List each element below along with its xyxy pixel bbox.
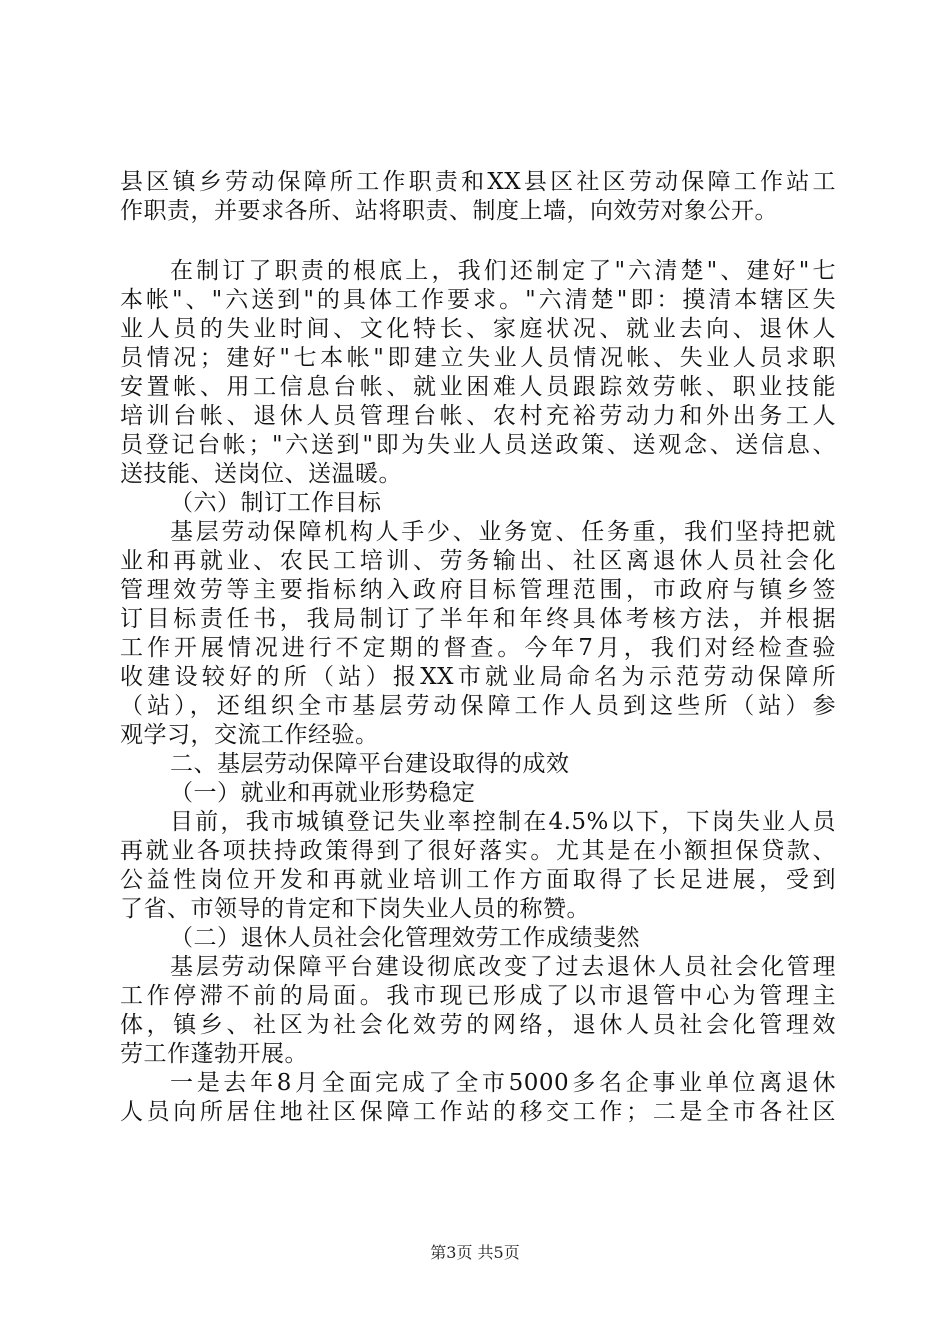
text-line: 观学习，交流工作经验。 <box>120 722 379 748</box>
text-line: 公益性岗位开发和再就业培训工作方面取得了长足进展，受到 <box>120 867 836 893</box>
text-line: 收建设较好的所（站）报XX市就业局命名为示范劳动保障所 <box>120 664 836 690</box>
text-line: 县区镇乡劳动保障所工作职责和XX县区社区劳动保障工作站工 <box>120 169 836 195</box>
text-line: （一）就业和再就业形势稳定 <box>170 780 476 806</box>
text-line: 劳工作蓬勃开展。 <box>120 1041 308 1067</box>
paragraph <box>120 168 836 226</box>
text-line: （六）制订工作目标 <box>170 490 382 516</box>
page-footer: 第3页 共5页 <box>430 1243 520 1262</box>
text-line: 体，镇乡、社区为社会化效劳的网络，退休人员社会化管理效 <box>120 1012 836 1038</box>
paragraph <box>120 257 836 489</box>
section-heading <box>120 750 836 779</box>
paragraph <box>120 1069 836 1127</box>
text-line: 工作开展情况进行不定期的督查。今年7月，我们对经检查验 <box>120 635 836 661</box>
section-heading <box>120 779 836 808</box>
text-line: 在制订了职责的根底上，我们还制定了"六清楚"、建好"七 <box>170 258 836 284</box>
text-line: 本帐"、"六送到"的具体工作要求。"六清楚"即：摸清本辖区失 <box>120 287 836 313</box>
paragraph <box>120 808 836 924</box>
text-line: 订目标责任书，我局制订了半年和年终具体考核方法，并根据 <box>120 606 836 632</box>
text-line: 了省、市领导的肯定和下岗失业人员的称赞。 <box>120 896 590 922</box>
text-line: 作职责，并要求各所、站将职责、制度上墙，向效劳对象公开。 <box>120 198 778 224</box>
text-line: 员情况；建好"七本帐"即建立失业人员情况帐、失业人员求职 <box>120 345 836 371</box>
text-line: （二）退休人员社会化管理效劳工作成绩斐然 <box>170 925 640 951</box>
text-line: 再就业各项扶持政策得到了很好落实。尤其是在小额担保贷款、 <box>120 838 836 864</box>
text-line: 业人员的失业时间、文化特长、家庭状况、就业去向、退休人 <box>120 316 836 342</box>
document-body <box>120 168 836 1127</box>
section-heading <box>120 924 836 953</box>
text-line: 员登记台帐；"六送到"即为失业人员送政策、送观念、送信息、 <box>120 432 836 458</box>
section-heading <box>120 489 836 518</box>
text-line: 培训台帐、退休人员管理台帐、农村充裕劳动力和外出务工人 <box>120 403 836 429</box>
text-line: 一是去年8月全面完成了全市5000多名企事业单位离退休 <box>170 1070 836 1096</box>
text-line: （站），还组织全市基层劳动保障工作人员到这些所（站）参 <box>120 693 836 719</box>
paragraph <box>120 953 836 1069</box>
text-line: 送技能、送岗位、送温暖。 <box>120 461 402 487</box>
text-line: 人员向所居住地社区保障工作站的移交工作；二是全市各社区 <box>120 1099 836 1125</box>
text-line: 二、基层劳动保障平台建设取得的成效 <box>170 751 570 777</box>
text-line: 管理效劳等主要指标纳入政府目标管理范围，市政府与镇乡签 <box>120 577 836 603</box>
text-line: 目前，我市城镇登记失业率控制在4.5%以下，下岗失业人员 <box>170 809 836 835</box>
text-line: 基层劳动保障平台建设彻底改变了过去退休人员社会化管理 <box>170 954 836 980</box>
text-line: 工作停滞不前的局面。我市现已形成了以市退管中心为管理主 <box>120 983 836 1009</box>
text-line: 业和再就业、农民工培训、劳务输出、社区离退休人员社会化 <box>120 548 836 574</box>
text-line: 安置帐、用工信息台帐、就业困难人员跟踪效劳帐、职业技能 <box>120 374 836 400</box>
paragraph <box>120 518 836 750</box>
text-line: 基层劳动保障机构人手少、业务宽、任务重，我们坚持把就 <box>170 519 836 545</box>
